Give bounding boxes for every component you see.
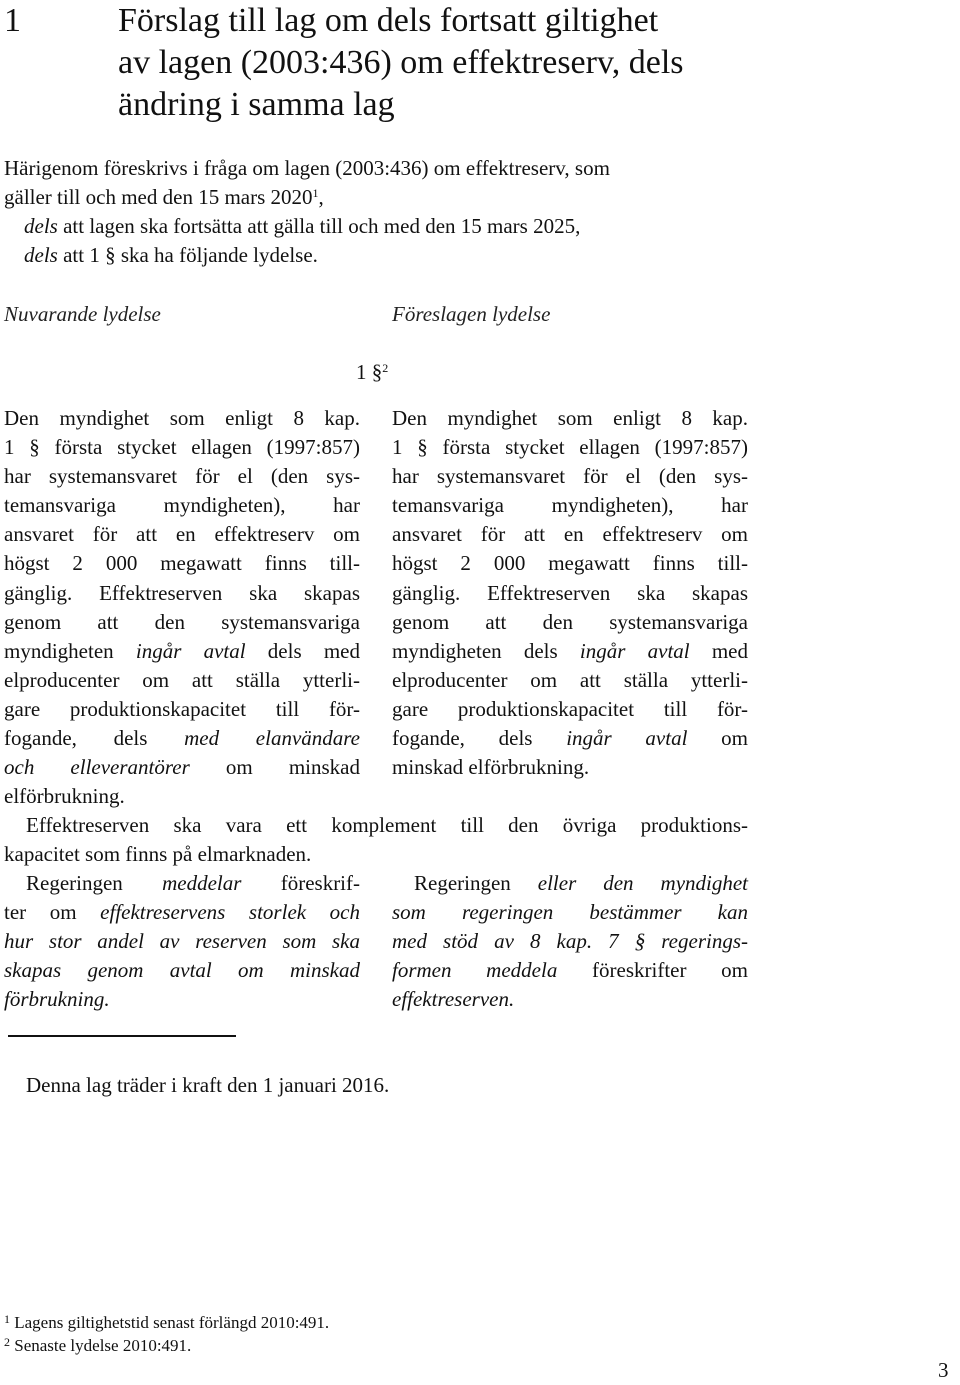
page-number: 3 [938,1358,949,1382]
proposed-line: gänglig. Effektreserven ska skapas [392,580,748,605]
heading-line-2: av lagen (2003:436) om effektreserv, dels [118,44,684,81]
current-line: 1 § första stycket ellagen (1997:857) [4,435,360,460]
section-divider [8,1035,236,1037]
proposed-reg-line: som regeringen bestämmer kan [392,900,748,925]
proposed-line: fogande, dels ingår avtal om [392,726,748,751]
current-line: elförbrukning. [4,784,125,809]
complement-line: Effektreserven ska vara ett komplement till den övriga produktions- [26,813,748,837]
heading-number: 1 [4,2,21,39]
current-reg-line: ter om effektreservens storlek och [4,900,360,925]
footnote-2: $^2$ Senaste lydelse 2010:491. [4,1335,192,1355]
current-text-column [4,404,360,811]
complement-paragraph [4,811,748,869]
current-line: Den myndighet som enligt 8 kap. [4,406,360,430]
effective-date: Denna lag träder i kraft den 1 januari 2016. [26,1073,390,1097]
proposed-line: 1 § första stycket ellagen (1997:857) [392,435,748,460]
complement-line: kapacitet som finns på elmarknaden. [4,842,312,867]
proposed-line: temansvariga myndigheten), har [392,493,748,518]
current-line: genom att den systemansvariga [4,609,360,634]
proposed-line: har systemansvaret för el (den sys- [392,464,748,489]
current-regulation-paragraph [4,869,360,1014]
heading-line-1: Förslag till lag om dels fortsatt giltighet [118,2,659,39]
current-line: fogande, dels med elanvändare [4,726,360,751]
proposed-line: Den myndighet som enligt 8 kap. [392,406,748,430]
proposed-line: genom att den systemansvariga [392,609,748,634]
proposed-line: minskad elförbrukning. [392,755,590,780]
proposed-regulation-paragraph [392,869,748,1014]
proposed-line: ansvaret för att en effektreserv om [392,522,748,547]
current-reg-line: förbrukning. [4,987,110,1012]
proposed-line: högst 2 000 megawatt finns till- [392,551,748,576]
current-version-heading: Nuvarande lydelse [4,302,161,326]
proposed-version-heading: Föreslagen lydelse [392,302,551,326]
current-line: gänglig. Effektreserven ska skapas [4,580,360,605]
current-line: högst 2 000 megawatt finns till- [4,551,360,576]
current-line: gare produktionskapacitet till för- [4,696,360,721]
proposed-line: gare produktionskapacitet till för- [392,696,748,721]
proposed-line: elproducenter om att ställa ytterli- [392,667,748,692]
current-line: temansvariga myndigheten), har [4,493,360,518]
current-reg-line: skapas genom avtal om minskad [4,958,360,983]
current-line: och elleverantörer om minskad [4,755,360,780]
current-line: myndigheten ingår avtal dels med [4,638,361,663]
proposed-text-column [392,404,748,782]
current-reg-line: hur stor andel av reserven som ska [4,929,360,954]
intro-line-4: dels att 1 § ska ha följande lydelse. [24,243,318,267]
proposed-line: myndigheten dels ingår avtal med [392,638,748,663]
proposed-reg-line: effektreserven. [392,987,515,1012]
proposed-reg-line: formen meddela föreskrifter om [392,958,748,983]
footnote-1: $^1$ Lagens giltighetstid senast förlängd 2010:491. [4,1312,330,1332]
current-line: elproducenter om att ställa ytterli- [4,667,360,692]
intro-line-3: dels att lagen ska fortsätta att gälla till och med den 15 mars 2025, [24,214,581,238]
intro-line-1: Härigenom föreskrivs i fråga om lagen (2003:436) om effektreserv, som [4,156,610,180]
proposed-reg-line: Regeringen eller den myndighet [414,871,749,895]
intro-line-2: gäller till och med den 15 mars 2020$^1$, [4,185,324,209]
heading-line-3: ändring i samma lag [118,86,395,123]
current-line: har systemansvaret för el (den sys- [4,464,360,489]
current-reg-line: Regeringen meddelar föreskrif- [26,871,361,895]
section-mark: 1 §$^2$ [356,360,389,384]
current-line: ansvaret för att en effektreserv om [4,522,360,547]
proposed-reg-line: med stöd av 8 kap. 7 § regerings- [392,929,748,954]
